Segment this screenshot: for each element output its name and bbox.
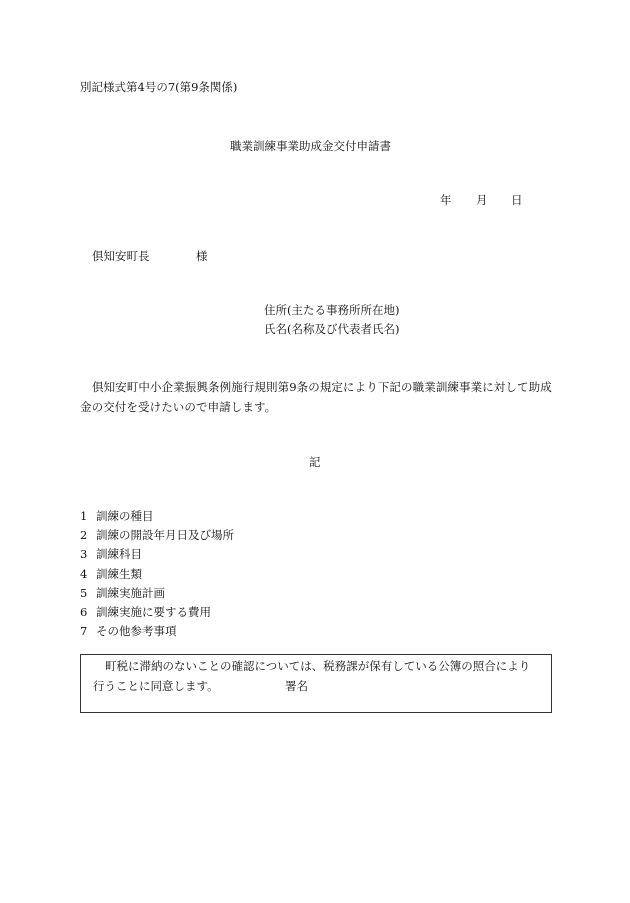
addressee: 倶知安町長 (92, 249, 150, 263)
item-number: 3 (80, 547, 88, 562)
item-number: 6 (80, 604, 88, 619)
list-item (80, 545, 234, 564)
consent-line-1 (93, 659, 530, 673)
list-item (80, 526, 234, 545)
form-number: 別記様式第4号の7(第9条関係) (80, 80, 238, 94)
application-body-text: 倶知安町中小企業振興条例施行規則第9条の規定により下記の職業訓練事業に対して助成金の交付を受けたいので申請します。 (80, 380, 552, 414)
list-item (80, 584, 234, 603)
applicant-name-label: 氏名(名称及び代表者氏名) (264, 322, 400, 336)
applicant-address-label: 住所(主たる事務所所在地) (264, 303, 400, 317)
consent-line-2: 行うことに同意します。 (93, 679, 219, 693)
item-number: 1 (80, 509, 88, 523)
signature-label[interactable]: 署名 (285, 679, 308, 693)
item-label: 訓練実施に要する費用 (96, 604, 211, 619)
item-number: 7 (80, 624, 88, 639)
item-number: 4 (80, 566, 88, 581)
list-item (80, 622, 234, 641)
consent-text-1: 町税に滞納のないことの確認については、税務課が保有している公簿の照合により (105, 659, 531, 673)
item-number: 5 (80, 585, 88, 600)
item-label: 訓練の開設年月日及び場所 (96, 528, 234, 543)
item-number: 2 (80, 528, 88, 543)
document-title: 職業訓練事業助成金交付申請書 (230, 139, 391, 153)
item-label: 訓練科目 (96, 547, 142, 562)
item-label: 訓練生類 (96, 566, 142, 581)
list-item (80, 565, 234, 584)
date-year-label: 年 (440, 193, 452, 207)
date-day-label: 日 (511, 193, 523, 207)
addressee-honorific: 様 (196, 249, 208, 263)
item-label: その他参考事項 (96, 624, 177, 639)
item-list (80, 507, 234, 641)
date-month-label: 月 (476, 193, 488, 207)
list-item (80, 507, 234, 526)
list-item (80, 603, 234, 622)
item-label: 訓練実施計画 (96, 585, 165, 600)
item-label: 訓練の種目 (96, 509, 154, 523)
ki-heading: 記 (309, 455, 321, 469)
tax-consent-box (80, 654, 552, 713)
